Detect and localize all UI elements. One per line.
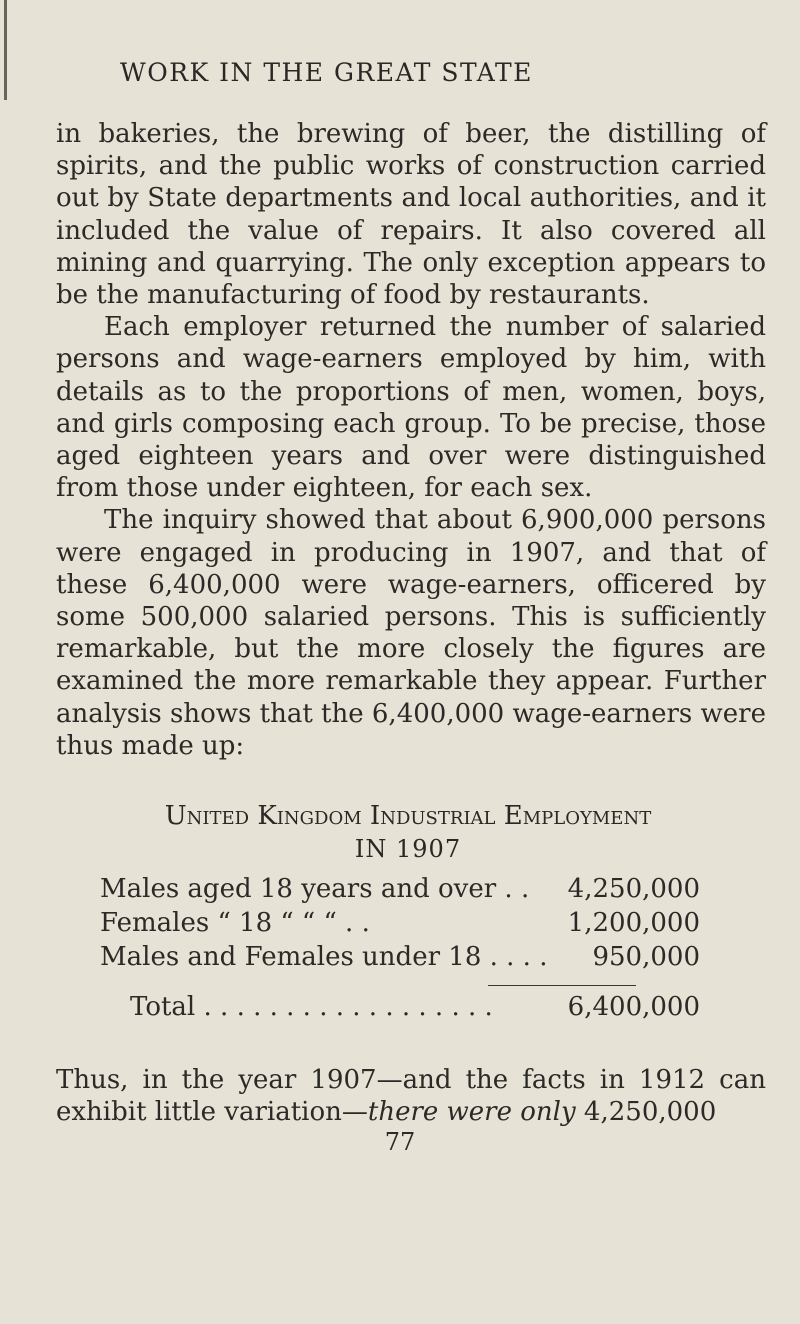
paragraph-3: The inquiry showed that about 6,900,000 persons were engaged in producing in 1907, and that of these 6,400,000 were wage-earners, officered by some 500,000 salaried persons. This is sufficiently remarkable, but the more closely the figures are examined the more remarkable they appear. Further analysis shows that the 6,400,000 wage-earners were thus made up: xyxy=(56,505,766,761)
row-value: 4,250,000 xyxy=(567,874,700,904)
row-label: Males and Females under 18 . . . . xyxy=(100,942,548,972)
running-head: WORK IN THE GREAT STATE xyxy=(120,58,533,87)
paragraph-1: in bakeries, the brewing of beer, the distilling of spirits, and the public works of construction carried out by State departments and local authorities, and it included the value of repairs. It also covered all mining and quarrying. The only exception appears to be the manufacturing of food by restaurants. xyxy=(56,119,766,311)
total-value: 6,400,000 xyxy=(567,992,700,1022)
closing-text: Thus, in the year 1907—and the facts in 1912 can exhibit little variation— xyxy=(56,1065,766,1127)
table-row xyxy=(100,872,700,906)
row-label: Females “ 18 “ “ “ . . xyxy=(100,908,370,938)
table-subtitle: IN 1907 xyxy=(354,835,462,863)
row-value: 950,000 xyxy=(592,942,700,972)
total-label: Total . . . . . . . . . . . . . . . . . . xyxy=(130,992,493,1022)
table-row xyxy=(100,906,700,940)
closing-italic: there were only xyxy=(367,1097,576,1127)
closing-paragraph xyxy=(56,1064,766,1128)
closing-text-end: 4,250,000 xyxy=(575,1097,717,1127)
table-title: United Kingdom Industrial Employment xyxy=(164,801,652,831)
total-rule xyxy=(488,985,636,986)
total-row xyxy=(100,990,700,1024)
page-number: 77 xyxy=(384,1128,416,1156)
page-edge-shadow xyxy=(4,0,7,100)
row-value: 1,200,000 xyxy=(567,908,700,938)
body-text xyxy=(56,118,766,762)
table-row xyxy=(100,940,700,974)
employment-table xyxy=(100,872,700,974)
paragraph-2: Each employer returned the number of salaried persons and wage-earners employed by him, with details as to the proportions of men, women, boys, and girls composing each group. To be precise, those aged eighteen years and over were distinguished from those under eighteen, for each sex. xyxy=(56,312,766,504)
row-label: Males aged 18 years and over . . xyxy=(100,874,530,904)
